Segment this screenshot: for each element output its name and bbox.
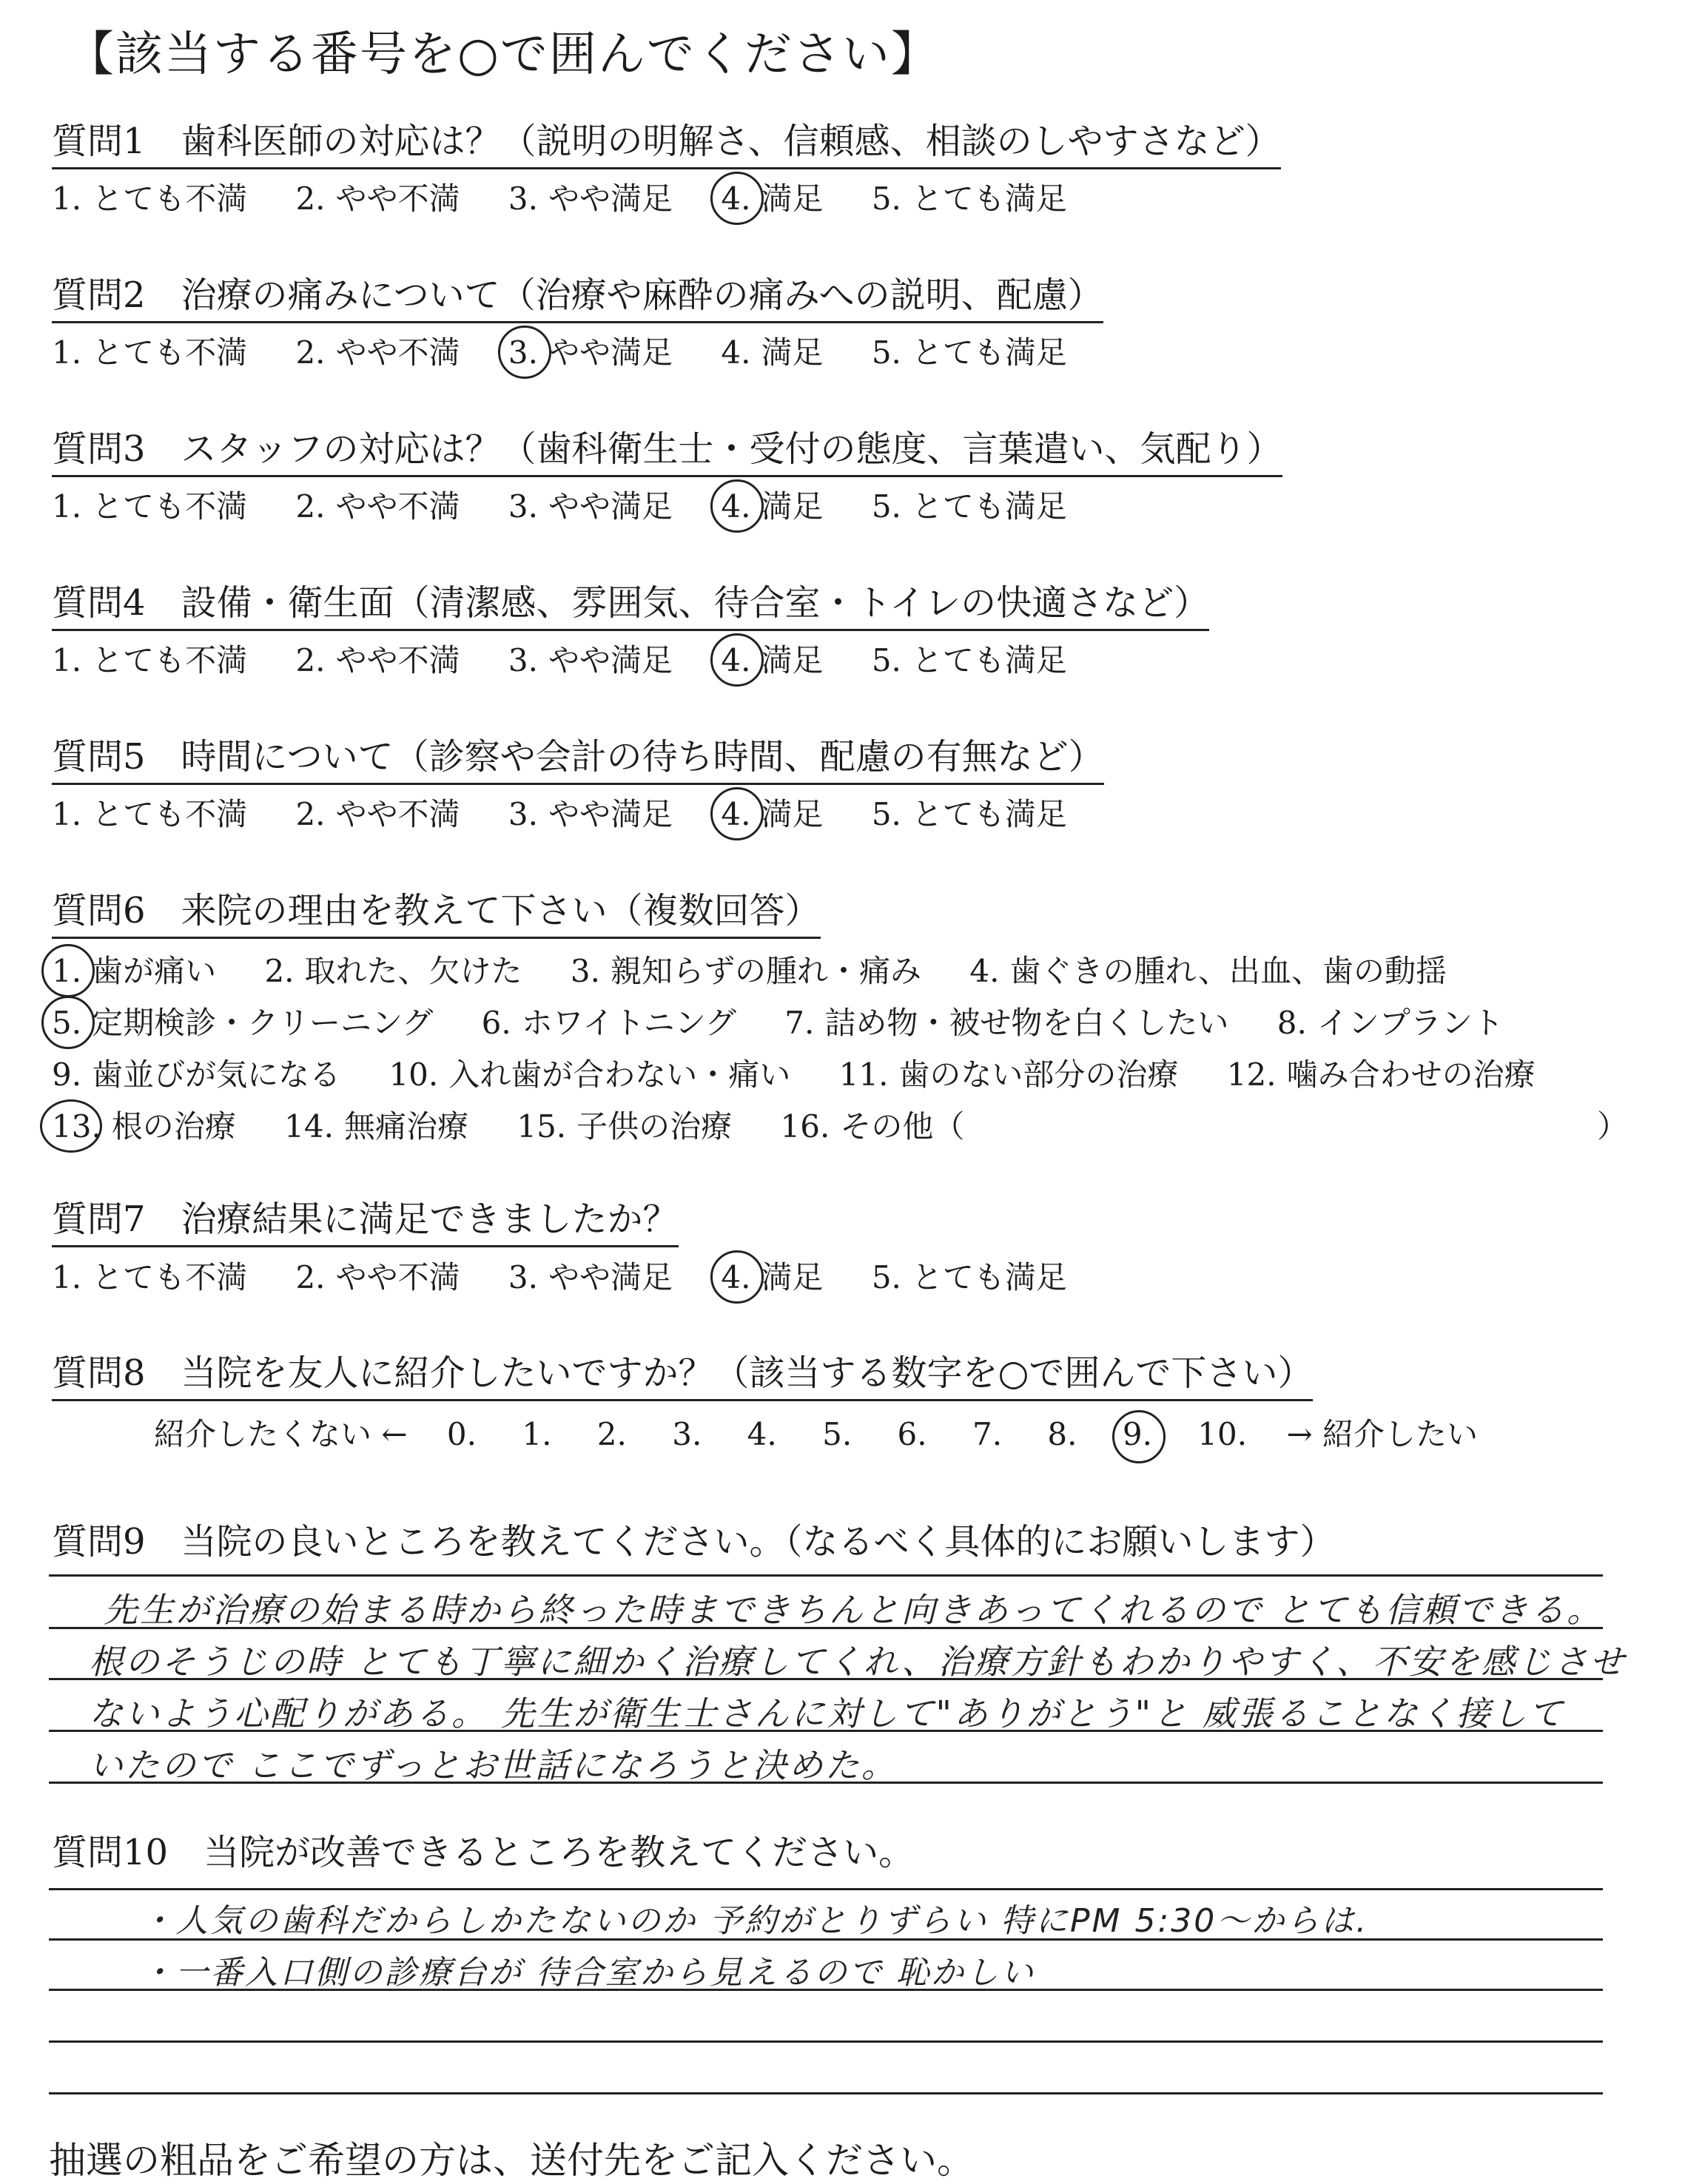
q1-option-4-selected[interactable]: 4. 満足	[721, 181, 824, 217]
q8-option-9-selected[interactable]: 9.	[1122, 1416, 1152, 1452]
q3-option-4-selected[interactable]: 4. 満足	[721, 488, 824, 525]
q6-option-15[interactable]: 15. 子供の治療	[517, 1108, 733, 1145]
q6-row-3	[52, 1056, 1574, 1093]
q6-row-2	[52, 1005, 1542, 1041]
q7-option-4-selected[interactable]: 4. 満足	[721, 1259, 824, 1295]
q10-rule-5	[49, 2092, 1603, 2094]
q9-answer-line-4: いたので ここでずっとお世話になろうと決めた。	[89, 1745, 898, 1785]
q2-option-5[interactable]: 5. とても満足	[871, 334, 1067, 371]
question-3-options	[52, 488, 1106, 525]
q8-left-label: 紹介したくない ←	[154, 1416, 408, 1452]
q6-option-6[interactable]: 6. ホワイトニング	[481, 1005, 736, 1041]
question-1-heading: 質問1 歯科医師の対応は？（説明の明解さ、信頼感、相談のしやすさなど）	[52, 122, 1281, 169]
q6-row-1	[52, 953, 1485, 989]
question-5-heading: 質問5 時間について（診察や会計の待ち時間、配慮の有無など）	[52, 738, 1104, 785]
q5-option-4-selected[interactable]: 4. 満足	[721, 796, 824, 832]
q4-option-1[interactable]: 1. とても不満	[52, 642, 248, 678]
q8-option-5[interactable]: 5.	[822, 1416, 852, 1452]
q8-option-7[interactable]: 7.	[972, 1416, 1003, 1452]
q5-option-5[interactable]: 5. とても満足	[871, 796, 1067, 832]
q8-option-10[interactable]: 10.	[1197, 1416, 1248, 1452]
question-6-heading: 質問6 来院の理由を教えて下さい（複数回答）	[52, 892, 821, 939]
q1-option-3[interactable]: 3. やや満足	[508, 181, 673, 217]
q3-option-3[interactable]: 3. やや満足	[508, 488, 673, 525]
q5-option-1[interactable]: 1. とても不満	[52, 796, 248, 832]
q5-option-2[interactable]: 2. やや不満	[295, 796, 460, 832]
q6-option-14[interactable]: 14. 無痛治療	[284, 1108, 468, 1145]
question-7-options	[52, 1259, 1106, 1295]
page-title: 【該当する番号を○で囲んでください】	[67, 27, 940, 82]
question-9-heading: 質問9 当院の良いところを教えてください。（なるべく具体的にお願いします）	[52, 1521, 1336, 1563]
q3-option-5[interactable]: 5. とても満足	[871, 488, 1067, 525]
question-7-heading: 質問7 治療結果に満足できましたか？	[52, 1200, 679, 1247]
footer-instruction: 抽選の粗品をご希望の方は、送付先をご記入ください。	[49, 2139, 974, 2182]
q10-rule-4	[49, 2040, 1603, 2043]
q7-option-5[interactable]: 5. とても満足	[871, 1259, 1067, 1295]
q10-answer-line-2: ・一番入口側の診療台が 待合室から見えるので 恥かしい	[141, 1954, 1035, 1992]
q2-option-2[interactable]: 2. やや不満	[295, 334, 460, 371]
q8-scale	[154, 1416, 1516, 1452]
q3-option-2[interactable]: 2. やや不満	[295, 488, 460, 525]
q5-option-3[interactable]: 3. やや満足	[508, 796, 673, 832]
q6-option-5-selected[interactable]: 5. 定期検診・クリーニング	[52, 1005, 434, 1041]
q3-option-1[interactable]: 1. とても不満	[52, 488, 248, 525]
q2-option-4[interactable]: 4. 満足	[721, 334, 824, 371]
q6-other-close: ）	[1597, 1108, 1629, 1145]
q10-rule-1	[49, 1888, 1603, 1890]
q8-option-1[interactable]: 1.	[522, 1416, 552, 1452]
q6-option-9[interactable]: 9. 歯並びが気になる	[52, 1056, 341, 1093]
q8-right-label: → 紹介したい	[1286, 1416, 1478, 1452]
q4-option-3[interactable]: 3. やや満足	[508, 642, 673, 678]
question-1-options	[52, 183, 1106, 215]
question-2-options	[52, 334, 1106, 371]
q10-answer-line-1: ・人気の歯科だからしかたないのか 予約がとりずらい 特にPM 5:30～からは.	[141, 1902, 1369, 1940]
q9-answer-line-3: ないよう心配りがある。 先生が衛生士さんに対して"ありがとう"と 威張ることなく接して	[89, 1693, 1565, 1733]
q6-option-10[interactable]: 10. 入れ歯が合わない・痛い	[389, 1056, 791, 1093]
q6-row-4	[52, 1108, 1003, 1145]
q7-option-1[interactable]: 1. とても不満	[52, 1259, 248, 1295]
q4-option-2[interactable]: 2. やや不満	[295, 642, 460, 678]
q1-option-2[interactable]: 2. やや不満	[295, 181, 460, 217]
q8-option-4[interactable]: 4.	[747, 1416, 777, 1452]
q6-option-1-selected[interactable]: 1. 歯が痛い	[52, 953, 217, 989]
q6-option-4[interactable]: 4. 歯ぐきの腫れ、出血、歯の動揺	[969, 953, 1447, 989]
q6-option-12[interactable]: 12. 噛み合わせの治療	[1226, 1056, 1536, 1093]
question-3-heading: 質問3 スタッフの対応は？（歯科衛生士・受付の態度、言葉遣い、気配り）	[52, 430, 1282, 477]
q6-option-3[interactable]: 3. 親知らずの腫れ・痛み	[570, 953, 921, 989]
q7-option-3[interactable]: 3. やや満足	[508, 1259, 673, 1295]
q7-option-2[interactable]: 2. やや不満	[295, 1259, 460, 1295]
q4-option-5[interactable]: 5. とても満足	[871, 642, 1067, 678]
question-5-options	[52, 796, 1106, 832]
q8-option-0[interactable]: 0.	[446, 1416, 477, 1452]
question-4-options	[52, 642, 1106, 678]
q6-option-2[interactable]: 2. 取れた、欠けた	[264, 953, 522, 989]
q1-option-1[interactable]: 1. とても不満	[52, 181, 248, 217]
question-8-heading: 質問8 当院を友人に紹介したいですか？（該当する数字を○で囲んで下さい）	[52, 1354, 1313, 1401]
q6-option-7[interactable]: 7. 詰め物・被せ物を白くしたい	[784, 1005, 1229, 1041]
q9-answer-line-2: 根のそうじの時 とても丁寧に細かく治療してくれ、治療方針もわかりやすく、不安を感じさせ	[89, 1642, 1627, 1682]
question-4-heading: 質問4 設備・衛生面（清潔感、雰囲気、待合室・トイレの快適さなど）	[52, 584, 1209, 631]
q6-option-11[interactable]: 11. 歯のない部分の治療	[838, 1056, 1179, 1093]
q8-option-6[interactable]: 6.	[897, 1416, 927, 1452]
q9-answer-line-1: 先生が治療の始まる時から終った時まできちんと向きあってくれるので とても信頼できる。	[104, 1590, 1604, 1630]
question-10-heading: 質問10 当院が改善できるところを教えてください。	[52, 1832, 915, 1873]
q8-option-3[interactable]: 3.	[672, 1416, 702, 1452]
q2-option-3-selected[interactable]: 3. やや満足	[508, 334, 673, 371]
question-2-heading: 質問2 治療の痛みについて（治療や麻酔の痛みへの説明、配慮）	[52, 276, 1103, 323]
q4-option-4-selected[interactable]: 4. 満足	[721, 642, 824, 678]
q9-rule-1	[49, 1574, 1603, 1577]
q1-option-5[interactable]: 5. とても満足	[871, 181, 1067, 217]
q6-option-13-selected[interactable]: 13. 根の治療	[52, 1108, 236, 1145]
q6-option-8[interactable]: 8. インプラント	[1277, 1005, 1504, 1041]
q6-option-16[interactable]: 16. その他（	[780, 1108, 965, 1145]
q8-option-2[interactable]: 2.	[596, 1416, 627, 1452]
q8-option-8[interactable]: 8.	[1047, 1416, 1077, 1452]
q2-option-1[interactable]: 1. とても不満	[52, 334, 248, 371]
